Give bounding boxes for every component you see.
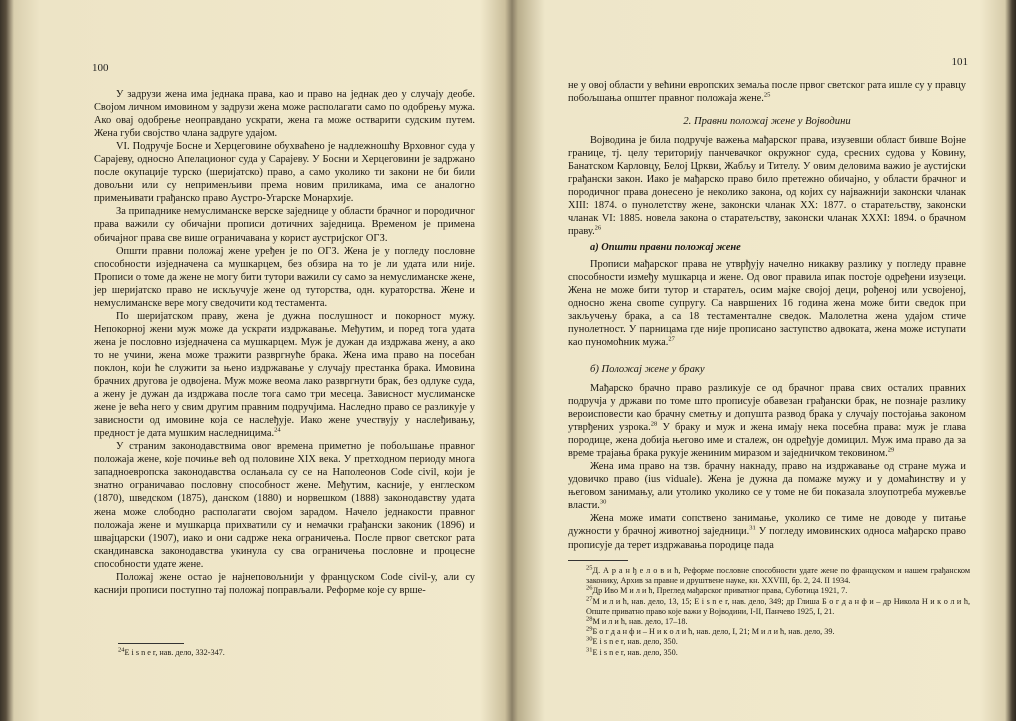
footnote-number: 31	[586, 645, 593, 653]
footnote-number: 24	[118, 646, 125, 654]
subsection-heading-a: а) Општи правни положај жене	[590, 241, 741, 253]
paragraph-text: У погледу имовинских односа мађарско право прописује да терет издржавања породице пада	[568, 526, 966, 551]
paragraph	[568, 79, 966, 105]
footnote-rule	[118, 643, 184, 644]
footnote-text: Б о г д а н ф и – Н и к о л и ћ, нав. дело, I, 21; М и л и ћ, нав. дело, 39.	[592, 627, 835, 637]
footnote-text: E i s n e r, нав. дело, 350.	[592, 637, 678, 647]
paragraph-text: Мађарско брачно право разликује се од брачног права свих осталих правних подручја у држави по томе што прописује обавезан грађански брак, не познаје разлику вероисповести као брачну сметњу и допушта развод брака у случају постојања законом утврђених узрока.	[568, 382, 966, 434]
footnote-ref: 27	[668, 335, 675, 343]
footnote	[586, 594, 970, 617]
footnote	[586, 637, 970, 647]
footnotes-right	[586, 566, 970, 658]
right-page-body	[568, 79, 966, 552]
footnote-text: E i s n e r, нав. дело, 332-347.	[124, 648, 225, 657]
footnote	[586, 586, 970, 596]
paragraph-text: не у овој области у већини европских земаља после првог светског рата ишле су у правцу побољшања општег правног положаја жене.	[568, 80, 966, 105]
left-page	[14, 0, 508, 721]
footnote-ref: 28	[650, 420, 658, 428]
footnote-ref: 31	[749, 524, 756, 532]
footnote-text: E i s n e r, нав. дело, 350.	[592, 647, 678, 657]
footnote-number: 29	[586, 625, 593, 633]
footnote-number: 26	[586, 584, 593, 592]
footnote-number: 28	[586, 615, 593, 623]
paragraph-text: Жена има право на тзв. брачну накнаду, право на издржавање од стране мужа и удовичко право (ius viduale). Жена је дужна да помаже мужу и у домаћинству и у његовом занимању, али утолико уколико се у томе не би показала злоупотреба мужевље власти.	[568, 461, 966, 512]
paragraph	[94, 310, 475, 440]
footnote-text: Д. А р а н ђ е л о в и ћ, Реформе пословне способности удате жене по француском и нашем грађанском законику, Архив за правне и друштвене науке, кн. XXVIII, бр. 2, 24. II 1934.	[586, 566, 970, 586]
paragraph	[568, 512, 966, 551]
footnote-number: 27	[586, 594, 593, 602]
paragraph-text: Жена може имати сопствено занимање, уколико се тиме не доводе у питање дужности у брачној животној заједници.	[568, 513, 966, 538]
footnote	[586, 566, 970, 586]
footnote	[586, 645, 970, 658]
footnote-rule	[568, 560, 628, 561]
right-page	[522, 0, 1002, 721]
footnote-ref: 24	[274, 426, 281, 434]
paragraph-text: У браку и муж и жена имају нека посебна права: муж је глава породице, жена добија његово име и сталеж, он одређује домицил. Муж има право да за време трајања брака рукује жениним миразом и заједничком тековином.	[568, 422, 966, 460]
footnote-number: 30	[586, 635, 593, 643]
paragraph	[568, 382, 966, 460]
paragraph: VI. Подручје Босне и Херцеговине обухваћено је надлежношћу Врховног суда у Сарајеву, односно Апелационог суда у Сарајеву. У Босни и Херцеговини је задржано после окупације турско (шеријатско) право, а само уколико ти закони не би били довољни или су неприменљиви према новим приликама, има се аналогно примењивати грађанско право Аустро-Угарске Монархије.	[94, 141, 475, 205]
footnote	[586, 627, 970, 637]
paragraph-text: Војводина је била подручје важења мађарског права, изузевши област бивше Војне границе, тј. целу територију панчевачког окружног суда, сресних судова у Ковину, Банатском Карловцу, Белој Цркви, Жабљу и Тителу. У овим деловима важио је аустијски грађански закон. Иако је мађарско право било претежно обичајно, у области брачног и породичног права донесено је неколико закона, од којих су најважнији законски чланак XIII: 1874. о пунолетству жене, законски чланак XX: 1877. о старатељству, законски чланак VI: 1885. новела закона о старатељству, законски чланак XXXI: 1894. о брачном праву.	[568, 135, 966, 238]
page-number-right: 101	[951, 56, 968, 68]
footnote-number: 25	[586, 564, 593, 572]
footnote-ref: 30	[599, 498, 607, 506]
footnotes-left	[118, 648, 478, 658]
paragraph	[568, 134, 966, 238]
footnote-ref: 26	[594, 225, 602, 232]
paragraph: У задрузи жена има једнака права, као и право на једнак део у случају деобе. Својом личном имовином у задрузи жена може располагати само по одобрењу мужа. Ако овај одобрење неоправдано ускрати, жена га може остварити судским путем. Жена губи својство члана задруге удајом.	[94, 89, 475, 140]
paragraph-text: По шеријатском праву, жена је дужна послушност и покорност мужу. Непокорној жени муж може да ускрати издржавање. Међутим, и поред тога удата жена је пословно изједначена са мушкарцем. Муж је дужан да издржава жену, а ако то не учини, жена може тражити развргнуће брака. Жена има право на посебан поклон, који ће служити за њено издржавање у случају престанка брака. Имовина брачних другова је одвојена. Муж може веома лако развргнути брак, без одлуке суда, а жену је дужан да издржава после тога само три месеца. Зависност муслиманске жене је већа него у свим другим правним подручјима. Наследно право се разликује у зависности од имовине која се наслеђује. Иако жене учествују у наслеђивању, предност је дата мушким наследницима.	[94, 310, 475, 440]
footnote-text: М и л и ћ, нав. дело, 17–18.	[592, 617, 688, 627]
section-heading: 2. Правни положај жене у Војводини	[683, 116, 851, 128]
paragraph	[568, 258, 966, 349]
footnote-text: М и л и ћ, нав. дело, 13, 15; E i s n e r, нав. дело, 349; др Глиша Б о г д а н ф и – др Никола Н и к о л и ћ, Опште приватно право које важи у Војводини, I-II, Панчево 1925, I, 21.	[586, 596, 970, 616]
paragraph: За припаднике немуслиманске верске заједнице у области брачног и породичног права важили су обичајни прописи дотичних заједница. Временом је примена обичајног права све више ограничавана у корист аустријског ОГЗ.	[94, 206, 475, 244]
paragraph	[568, 460, 966, 512]
left-page-body	[94, 88, 475, 597]
paragraph: У страним законодавствима овог времена приметно је побољшање правног положаја жене, које почиње већ од половине XIX века. У претходном периоду многа западноевропска законодавства ослањала су се на Наполеонов Code civil, који је знатно ограничавао пословну способност жене. Међутим, касније, у енглеском (1870), шведском (1875), данском (1880) и норвешком (1888) законодавству удата жена може слободно располагати својом зарадом. Начело једнакости правног положаја жене и мушкарца прихватили су и немачки грађански законик (1896) и швајцарски (1907), иако и они садрже нека ограничења. После првог светског рата скандинавска законодавства укинула су сва ограничења пословне и процесне способности удате жене.	[94, 441, 475, 570]
footnote-ref: 25	[763, 91, 771, 99]
paragraph-text: Прописи мађарског права не утврђују начелно никакву разлику у погледу правне способности између мушкарца и жене. Од овог правила ипак постоје одређени изузеци. Жена не може бити тутор и старатељ, осим мајке својој деци, рођеној или усвојеној, односно жена свome супругу. Са навршених 16 година жена може бити сведок при закључењу брака, а са 18 тестаменталне сведок. Малолетна жена удајом стиче пунолетност. У парницама где није прописано заступство адвоката, жена може иступати као пуномоћник мужа.	[568, 258, 966, 348]
paragraph: Положај жене остао је најнеповољнији у француском Code civil-у, али су каснији прописи поступно тај положај поправљали. Реформе које су врше-	[94, 571, 475, 596]
footnote	[118, 648, 478, 658]
page-number-left: 100	[92, 62, 109, 74]
footnote-text: Др Иво М и л и ћ, Преглед мађарског приватног права, Суботица 1921, 7.	[592, 586, 848, 596]
paragraph: Општи правни положај жене уређен је по ОГЗ. Жена је у погледу пословне способности изједначена са мушкарцем, без обзира на то је ли удата или није. Прописи о томе да жене не могу бити тутори важили су само за немуслиманске жене, јер шеријатско право не искључује жене од туторства, одн. кураторства. Жене и немуслиманске вере могу сведочити код тестамента.	[94, 245, 475, 309]
footnote-ref: 29	[887, 446, 895, 454]
subsection-heading-b: б) Положај жене у браку	[590, 363, 705, 375]
footnote	[586, 617, 970, 627]
